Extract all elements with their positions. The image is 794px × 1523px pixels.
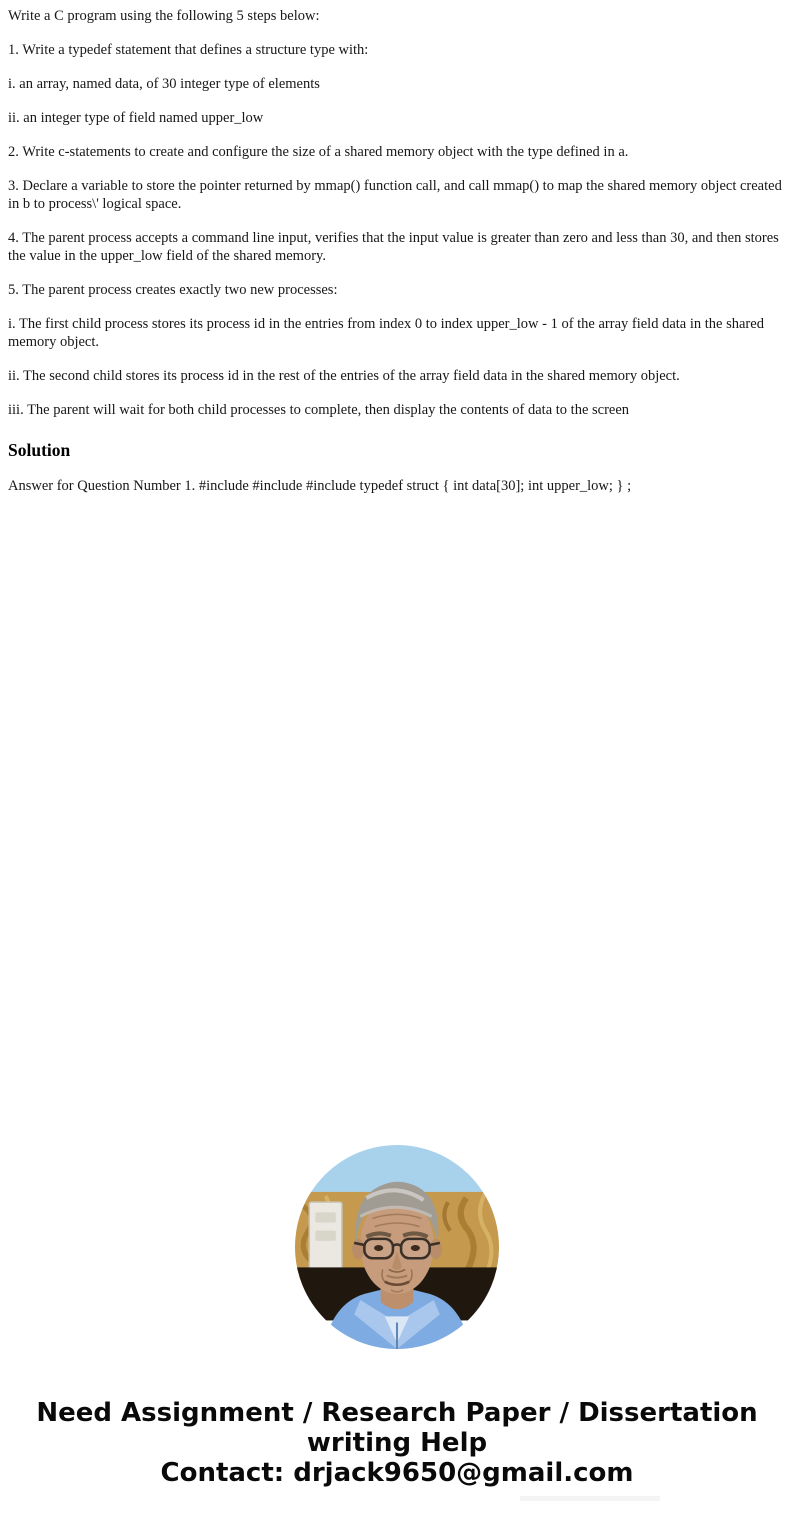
step-1-ii: ii. an integer type of field named upper_low	[8, 110, 264, 126]
contact-email: Contact: drjack9650@gmail.com	[160, 1458, 634, 1488]
answer-text: Answer for Question Number 1. #include #include #include typedef struct { int data[30]; int upper_low; } ;	[8, 478, 632, 494]
step-3: 3. Declare a variable to store the pointer returned by mmap() function call, and call mmap() to map the shared memory object created in b to process\' logical space.	[8, 178, 782, 212]
promo-line-1: Need Assignment / Research Paper / Dissertation	[36, 1398, 758, 1428]
step-5-i: i. The first child process stores its process id in the entries from index 0 to index upper_low - 1 of the array field data in the shared memory object.	[8, 316, 764, 350]
step-5: 5. The parent process creates exactly two new processes:	[8, 282, 338, 298]
assignment-text	[0, 0, 794, 495]
step-1: 1. Write a typedef statement that defines a structure type with:	[8, 42, 369, 58]
question-intro: Write a C program using the following 5 steps below:	[8, 8, 320, 24]
solution-heading: Solution	[8, 440, 71, 460]
promo-line-2: writing Help	[306, 1428, 488, 1458]
profile-photo	[295, 1145, 499, 1349]
profile-photo-container	[0, 1145, 794, 1349]
step-4: 4. The parent process accepts a command line input, verifies that the input value is greater than zero and less than 30, and then stores the value in the upper_low field of the shared memory.	[8, 230, 779, 264]
compression-artifact	[520, 1496, 660, 1501]
step-5-iii: iii. The parent will wait for both child processes to complete, then display the contents of data to the screen	[8, 402, 630, 418]
step-5-ii: ii. The second child stores its process id in the rest of the entries of the array field data in the shared memory object.	[8, 368, 680, 384]
step-1-i: i. an array, named data, of 30 integer type of elements	[8, 76, 320, 92]
step-2: 2. Write c-statements to create and configure the size of a shared memory object with the type defined in a.	[8, 144, 629, 160]
profile-photo-illustration	[295, 1145, 499, 1349]
promo-banner	[0, 1398, 794, 1518]
